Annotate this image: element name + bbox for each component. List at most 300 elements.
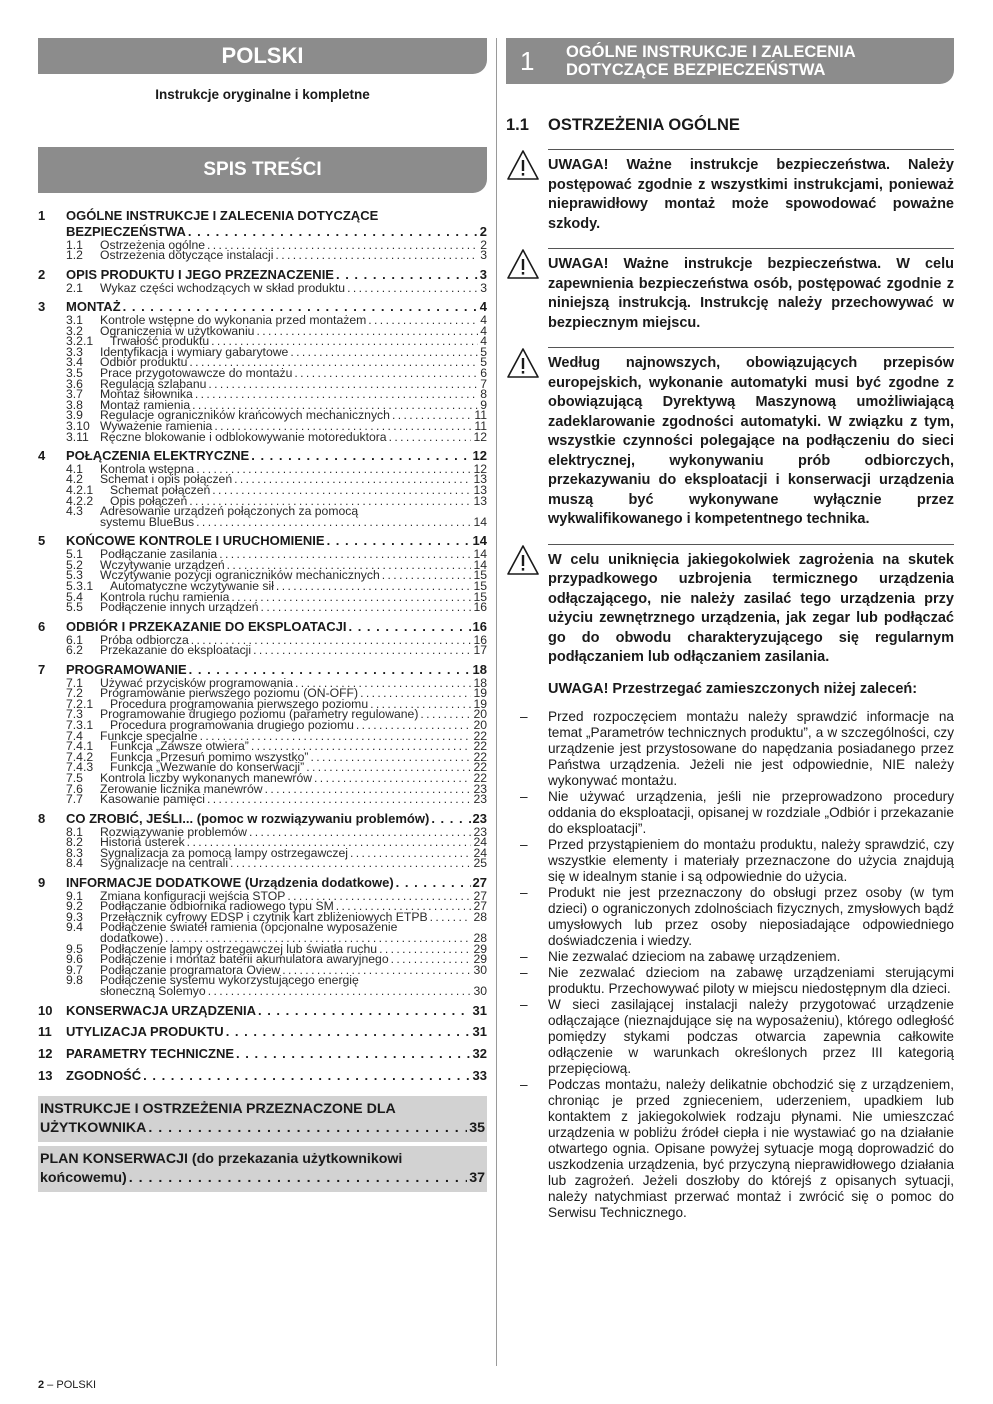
toc-subentry-page: 23 (473, 824, 487, 839)
toc-subentry-number: 1.1 (66, 237, 83, 252)
language-banner: POLSKI (38, 38, 487, 74)
leader-dots (196, 517, 471, 528)
toc-subentry-page: 30 (473, 962, 487, 977)
toc-subentry-page: 6 (480, 365, 487, 380)
toc-entry-page: 14 (472, 533, 487, 549)
attention-note: UWAGA! Przestrzegać zamieszczonych niżej zaleceń: (548, 680, 918, 697)
toc-subentry-number: 7.3.1 (66, 717, 94, 732)
toc-entry (38, 1068, 487, 1084)
toc-entry (38, 208, 487, 240)
toc-entry-title: POŁĄCZENIA ELEKTRYCZNE (66, 448, 250, 464)
toc-subentry-page: 15 (473, 568, 487, 583)
toc-entry-page: 2 (479, 223, 487, 239)
leader-dots (290, 347, 478, 358)
leader-dots (336, 267, 478, 283)
toc-subentry-title: Montaż ramienia (100, 397, 191, 412)
toc-entry-number: 3 (38, 299, 46, 315)
leader-dots (294, 368, 478, 379)
toc-subentry-title: Wczytywanie urządzeń (100, 557, 225, 572)
toc-subentry-number: 7.4.1 (66, 739, 94, 754)
leader-dots (143, 1068, 470, 1084)
toc-entry-number: 12 (38, 1046, 53, 1062)
toc-subentry-number: 7.2.1 (66, 696, 94, 711)
toc-entry-line (66, 1003, 487, 1019)
toc-section (38, 662, 487, 805)
toc-subentry-number: 7.4 (66, 728, 83, 743)
toc-entry-title: UTYLIZACJA PRODUKTU (66, 1024, 224, 1040)
toc-subentry-title: Funkcja „Zawsze otwiera” (110, 739, 249, 754)
toc-subentry-title-cont: dodatkowe) (100, 931, 164, 946)
toc-subentry-title: Podłączanie programatora Oview (100, 962, 281, 977)
toc-subentry-number: 4.1 (66, 461, 83, 476)
left-column (38, 38, 487, 1192)
footer-language: – POLSKI (44, 1379, 97, 1391)
toc-subentry-line (66, 429, 487, 444)
leader-dots (207, 794, 471, 805)
toc-subentry-line (66, 602, 487, 613)
toc-subentry-number: 3.6 (66, 376, 83, 391)
right-column (506, 38, 954, 1221)
toc-subentry-page: 13 (473, 472, 487, 487)
toc-subentry-number: 9.5 (66, 941, 83, 956)
recommendation-item: – W sieci zasilającej instalacji należy przygotować urządzenie odłączające (nieznajdujące się na wyposażeniu), którego odległość pomiędzy stykami podczas otwarcia zapewnia całkowite odłączenie w warunkach określonych przez III kategorią przepięciową. (548, 997, 954, 1077)
toc-subentry-number: 6.2 (66, 643, 83, 658)
toc-subentry-title: Ostrzeżenia ogólne (100, 237, 206, 252)
warnings-list (506, 149, 954, 668)
toc-section (38, 1068, 487, 1084)
toc-entry-number: 7 (38, 661, 46, 677)
leader-dots (379, 944, 471, 955)
toc-subentry-number: 3.7 (66, 387, 83, 402)
toc-subentry (38, 429, 487, 444)
toc-subentry-number: 3.5 (66, 365, 83, 380)
toc-subentry (38, 506, 487, 527)
warning-triangle-icon (506, 248, 540, 280)
toc-subentry-line (66, 250, 487, 261)
toc-subentry-number: 7.2 (66, 686, 83, 701)
toc-subentry-line (66, 794, 487, 805)
toc-subentry-page: 16 (473, 632, 487, 647)
toc-subentry (38, 323, 487, 338)
toc-subentry-number: 3.3 (66, 344, 83, 359)
toc-entry-title: INFORMACJE DODATKOWE (Urządzenia dodatkowe) (66, 874, 394, 890)
toc-subentry-number: 7.4.3 (66, 760, 94, 775)
toc-subentry-page: 11 (474, 408, 487, 423)
toc-section (38, 619, 487, 656)
toc-entry-number: 8 (38, 810, 46, 826)
toc-entry-number: 13 (38, 1068, 53, 1084)
leader-dots (276, 581, 472, 592)
toc-entry-page: 32 (472, 1046, 487, 1062)
toc-subentry-title: Trwałość produktu (110, 334, 210, 349)
toc-subentry-page: 27 (473, 888, 487, 903)
toc-subentry (38, 645, 487, 656)
toc-subentry-title: Schemat i opis połączeń (100, 472, 233, 487)
recommendation-item: – Przed rozpoczęciem montażu należy sprawdzić informacje na temat „Parametrów technicznych produktu”, a w szczególności, czy urządzenie jest przystosowane do napędzania posiadanego przez Państwa urządzenia. Jeżeli nie jest odpowiednie, NIE należy wykonywać montażu. (548, 709, 954, 789)
toc-subentry-page: 9 (480, 397, 487, 412)
toc-subentry (38, 794, 487, 805)
toc-entry-number: 4 (38, 448, 46, 464)
toc-subentry-number: 9.6 (66, 952, 83, 967)
toc-boxed-entry (38, 1096, 487, 1142)
toc-subentry-number: 9.7 (66, 962, 83, 977)
toc-subentry-page: 16 (473, 600, 487, 615)
toc-subentry (38, 858, 487, 869)
toc-subentry-page: 14 (473, 514, 487, 529)
toc-subentry-number: 4.2.2 (66, 493, 94, 508)
leader-dots (430, 912, 472, 923)
toc-subentry-title: Kontrola wstępna (100, 461, 195, 476)
warning-rule (548, 347, 954, 348)
leader-dots (196, 464, 471, 475)
toc-entry-page: 4 (479, 299, 487, 315)
toc-subentry-number: 9.4 (66, 920, 83, 935)
toc-entry (38, 1046, 487, 1062)
section-number: 1.1 (506, 116, 529, 134)
recommendations-list (506, 709, 954, 1221)
toc-entry-number: 5 (38, 533, 46, 549)
toc-entry-page: 23 (472, 810, 487, 826)
toc-subentry-page: 27 (473, 899, 487, 914)
toc-entry-number: 2 (38, 266, 46, 282)
toc-subentry (28, 717, 487, 732)
toc-subentry-number: 9.2 (66, 899, 83, 914)
warning-text: Według najnowszych, obowiązujących przepisów europejskich, wykonanie automatyki musi być zgodne z obowiązującą Dyrektywą Maszynową umożliwiającą zadeklarowanie zgodności automatyki. W związku z tym, wszystkie czynności polegające na podłączeniu do sieci elektrycznej, wykonywaniu prób odbiorczych, przekazywaniu do eksploatacji i konserwacji urządzenia muszą być wykonywane wyłącznie przez wykwalifikowanego i kompetentnego technika. (548, 355, 954, 527)
toc-subentry-title: Sygnalizacja za pomocą lampy ostrzegawczej (100, 845, 348, 860)
toc-subentry-title: Ręczne blokowanie i odblokowywanie motoreduktora (100, 429, 387, 444)
toc-entry (38, 1024, 487, 1040)
toc-entry-page: 12 (472, 448, 487, 464)
toc-subentry-title: Kontrola liczby wykonanych manewrów (100, 770, 313, 785)
toc-entry-title: PARAMETRY TECHNICZNE (66, 1046, 235, 1062)
toc-subentry-title: Funkcje specjalne (100, 728, 198, 743)
warning-block (506, 347, 954, 530)
leader-dots (431, 811, 470, 827)
toc-subentry-title: Historia usterek (100, 835, 185, 850)
toc-subentry-title: Podłączenie innych urządzeń (100, 600, 259, 615)
toc-subentry-line (66, 514, 487, 529)
leader-dots (382, 570, 472, 581)
toc-section (38, 448, 487, 527)
document-subtitle: Instrukcje oryginalne i kompletne (155, 87, 370, 102)
page-footer (38, 1379, 96, 1391)
leader-dots (251, 448, 470, 464)
leader-dots (256, 326, 478, 337)
leader-dots (249, 827, 471, 838)
toc-subentry-number: 8.2 (66, 835, 83, 850)
toc-entry-page: 18 (472, 661, 487, 677)
leader-dots (392, 410, 472, 421)
leader-dots (208, 986, 472, 997)
leader-dots (212, 485, 471, 496)
toc-subentry-number: 8.1 (66, 824, 83, 839)
toc-subentry-title: Wyważenie ramienia (100, 418, 213, 433)
toc-subentry-page: 28 (473, 909, 487, 924)
toc-subentry-number: 7.1 (66, 675, 83, 690)
toc-entry-title: OPIS PRODUKTU I JEGO PRZEZNACZENIE (66, 266, 334, 282)
toc-entry-line (66, 1068, 487, 1084)
toc-entry-line (66, 1024, 487, 1040)
toc-entry-title: PROGRAMOWANIE (66, 661, 187, 677)
chapter-banner (506, 38, 954, 84)
chapter-title (566, 43, 856, 79)
recommendation-item: – Nie używać urządzenia, jeśli nie przeprowadzono procedury oddania do eksploatacji, opisanej w rozdziale „Odbiór i przekazanie do eksploatacji”. (548, 789, 954, 837)
toc-boxed-line (40, 1169, 485, 1188)
toc-subentry-title: Przełącznik cyfrowy EDSP i czytnik kart zbliżeniowych ETPB (100, 909, 428, 924)
toc-subentry-page: 24 (473, 835, 487, 850)
toc-subentry-title: Wczytywanie pozycji ograniczników mechanicznych (100, 568, 380, 583)
toc-subentry (38, 250, 487, 261)
toc-entry-page: 16 (472, 618, 487, 634)
toc-subentry-number: 3.9 (66, 408, 83, 423)
toc-section (38, 208, 487, 261)
toc-subentry-title: Ograniczenia w użytkowaniu (100, 323, 255, 338)
toc-subentry-title: Sygnalizacje na centrali (100, 856, 229, 871)
toc-subentry-number: 3.8 (66, 397, 83, 412)
toc-section (38, 811, 487, 869)
warning-block (506, 149, 954, 234)
toc-subentry-page: 19 (473, 696, 487, 711)
column-divider (496, 38, 497, 1366)
toc-entry-title: ODBIÓR I PRZEKAZANIE DO EKSPLOATACJI (66, 618, 347, 634)
chapter-title-line-2: DOTYCZĄCE BEZPIECZEŃSTWA (566, 61, 826, 79)
toc-subentry-title: Adresowanie urządzeń połączonych za pomocą (100, 504, 359, 519)
toc-subentry-title: Odbiór produktu (100, 355, 188, 370)
toc-entry-page: 31 (472, 1002, 487, 1018)
toc-subentry-title: Schemat połączeń (110, 483, 211, 498)
toc-subentry-title: Kontrole wstępne do wykonania przed montażem (100, 312, 367, 327)
warning-text: W celu uniknięcia jakiegokolwiek zagrożenia na skutek przypadkowego uzbrojenia termicznego urządzenia odłączającego, nie należy zasilać tego urządzenia przy użyciu zewnętrznego urządzenia, jak zegar lub podłączać go do obwodu charakteryzującego się regularnym podłączaniem lub odłączaniem zasilania. (548, 551, 954, 665)
leader-dots (396, 875, 471, 891)
toc-subentry-number: 4.2.1 (66, 483, 94, 498)
toc-subentry-title: Programowanie drugiego poziomu (parametry regulowane) (100, 707, 419, 722)
toc-section (38, 533, 487, 615)
toc-subentry-title: Montaż siłownika (100, 387, 193, 402)
recommendation-item: – Nie zezwalać dzieciom na zabawę urządzeniem. (548, 949, 954, 965)
toc-subentry-page: 24 (473, 845, 487, 860)
toc-subentry-page: 23 (473, 792, 487, 807)
toc-subentry-page: 28 (473, 931, 487, 946)
toc-subentry-page: 30 (473, 984, 487, 999)
toc-subentry-number: 3.2 (66, 323, 83, 338)
toc-subentry-page: 4 (480, 334, 487, 349)
toc-subentry-title: Funkcja „Wezwanie do konserwacji” (110, 760, 305, 775)
toc-boxed-line (40, 1119, 485, 1138)
warning-block (506, 544, 954, 668)
toc-subentry-title: Próba odbiorcza (100, 632, 189, 647)
leader-dots (420, 709, 471, 720)
toc-subentry-page: 5 (480, 355, 487, 370)
toc-subentry-title: Procedura programowania drugiego poziomu (110, 717, 354, 732)
recommendation-item: – Produkt nie jest przeznaczony do obsługi przez osoby (w tym dzieci) o ograniczonych zdolnościach fizycznych, zmysłowych bądź umysłowych lub przez osoby nieposiadające odpowiedniego doświadczenia i wiedzy. (548, 885, 954, 949)
warning-triangle-icon (506, 347, 540, 379)
toc-subentry-title: Podłączenie lampy ostrzegawczej lub światła ruchu (100, 941, 378, 956)
leader-dots (230, 858, 471, 869)
toc-section (38, 1046, 487, 1062)
toc-subentry-title: Programowanie pierwszego poziomu (ON-OFF) (100, 686, 359, 701)
toc-subentry-title: Identyfikacja i wymiary gabarytowe (100, 344, 289, 359)
toc-subentry (38, 728, 487, 743)
toc-section (38, 875, 487, 997)
toc-subentry-page: 25 (473, 856, 487, 871)
leader-dots (258, 1003, 471, 1019)
toc-subentry-number: 3.2.1 (66, 334, 94, 349)
toc-subentry (38, 602, 487, 613)
toc-subentry-number: 3.4 (66, 355, 83, 370)
leader-dots (391, 954, 472, 965)
toc-subentry-page: 7 (480, 376, 487, 391)
toc-entry-number: 10 (38, 1002, 53, 1018)
toc-subentry-number: 7.6 (66, 781, 83, 796)
toc-subentry-page: 17 (473, 643, 487, 658)
toc-subentry-page: 15 (473, 579, 487, 594)
toc-subentry-page: 15 (473, 589, 487, 604)
leader-dots (195, 389, 478, 400)
toc-subentry-line (66, 986, 487, 997)
recommendation-item: – Podczas montażu, należy delikatnie obchodzić się z urządzeniem, chroniąc je przed zgnieceniem, uderzeniem, upadkiem lub kontaktem z jakiegokolwiek rodzaju płynami. Nie umieszczać urządzenia w pobliżu źródeł ciepła i nie wystawiać go na działanie otwartego ognia. Opisane powyżej sytuacje mogą doprowadzić do uszkodzenia urządzenia, być przyczyną nieprawidłowego działania lub zagrożeń. Jeżeli doszłoby do którejś z opisanych sytuacji, należy natychmiast przerwać montaż i zwrócić się o pomoc do Serwisu Technicznego. (548, 1077, 954, 1221)
toc-subentry-page: 14 (473, 547, 487, 562)
toc-subentry-line (66, 280, 487, 295)
toc-boxed-title-cont: UŻYTKOWNIKA (40, 1119, 147, 1136)
toc-subentry-number: 7.5 (66, 770, 83, 785)
leader-dots (188, 224, 478, 240)
toc-boxed-title: INSTRUKCJE I OSTRZEŻENIA PRZEZNACZONE DLA (40, 1100, 396, 1117)
warning-rule (548, 149, 954, 150)
toc-subentry-number: 7.3 (66, 707, 83, 722)
leader-dots (350, 848, 472, 859)
toc-subentry-page: 12 (473, 461, 487, 476)
leader-dots (368, 315, 478, 326)
leader-dots (219, 549, 471, 560)
warning-rule (548, 544, 954, 545)
toc-subentry-number: 6.1 (66, 632, 83, 647)
toc-subentry-number: 2.1 (66, 280, 83, 295)
toc-subentry (38, 973, 487, 999)
toc-section (38, 267, 487, 293)
toc-entry-title: KONSERWACJA URZĄDZENIA (66, 1002, 256, 1018)
toc-subentry-page: 13 (473, 493, 487, 508)
toc-boxed-title-cont: końcowemu) (40, 1169, 127, 1186)
toc-subentry-number: 4.2 (66, 472, 83, 487)
toc-subentry-line (66, 645, 487, 656)
toc-subentry-title: Wykaz części wchodzących w skład produktu (100, 280, 346, 295)
toc-subentry-number: 3.11 (66, 429, 89, 444)
leader-dots (275, 250, 478, 261)
toc-subentry-title: Używać przycisków programowania (100, 675, 294, 690)
toc-subentry (38, 920, 487, 946)
toc-subentry-title: Zerowanie licznika manewrów (100, 781, 263, 796)
toc-subentry-page: 22 (473, 749, 487, 764)
toc-subentry-page: 22 (473, 770, 487, 785)
toc-subentry-line (66, 858, 487, 869)
leader-dots (253, 645, 471, 656)
toc-entry-number: 11 (38, 1024, 52, 1040)
toc-subentry-title: Rozwiązywanie problemów (100, 824, 247, 839)
toc-user-sections (38, 1096, 487, 1192)
toc-subentry-number: 7.7 (66, 792, 83, 807)
warning-text: UWAGA! Ważne instrukcje bezpieczeństwa. Należy postępować zgodnie z wszystkimi instrukcjami, ponieważ nieprawidłowy montaż może spowodować poważne szkody. (548, 157, 954, 232)
warning-rule (548, 248, 954, 249)
toc-subentry-title: Prace przygotowawcze do montażu (100, 365, 293, 380)
toc-subentry-page: 19 (473, 686, 487, 701)
toc-subentry-number: 5.4 (66, 589, 83, 604)
toc-entry-number: 6 (38, 618, 46, 634)
toc-subentry-title: Podłączenie świateł ramienia (opcjonalne wyposażenie (100, 920, 398, 935)
leader-dots (327, 533, 471, 549)
toc-entry-line (66, 1046, 487, 1062)
warning-text: UWAGA! Ważne instrukcje bezpieczeństwa. W celu zapewnienia bezpieczeństwa osób, postępować zgodnie z niniejszą instrukcją. Instrukcję należy przechowywać w bezpiecznym miejscu. (548, 256, 954, 331)
toc-subentry-page: 29 (473, 952, 487, 967)
toc-section (38, 1003, 487, 1019)
toc-subentry-page: 8 (480, 387, 487, 402)
leader-dots (148, 1119, 467, 1138)
toc-subentry-number: 9.3 (66, 909, 83, 924)
leader-dots (360, 688, 471, 699)
leader-dots (356, 720, 472, 731)
toc-subentry-title: Ostrzeżenia dotyczące instalacji (100, 248, 274, 263)
toc-section (38, 1024, 487, 1040)
toc-subentry-number: 5.3.1 (66, 579, 94, 594)
toc-entry-page: 31 (472, 1024, 487, 1040)
toc-subentry-number: 8.4 (66, 856, 83, 871)
toc-entry-title: OGÓLNE INSTRUKCJE I ZALECENIA DOTYCZĄCE (66, 208, 379, 223)
table-of-contents (38, 208, 487, 1084)
chapter-number: 1 (520, 45, 535, 76)
toc-entry-title: CO ZROBIĆ, JEŚLI... (pomoc w rozwiązywaniu problemów) (66, 810, 430, 826)
toc-subentry-title-cont: słoneczną Solemyo (100, 984, 206, 999)
toc-subentry-title: Procedura programowania pierwszego poziomu (110, 696, 369, 711)
toc-subentry-number: 1.2 (66, 248, 83, 263)
leader-dots (129, 1169, 468, 1188)
toc-subentry-page: 22 (473, 728, 487, 743)
section-title: OSTRZEŻENIA OGÓLNE (548, 116, 740, 134)
leader-dots (261, 602, 472, 613)
toc-subentry-number: 9.1 (66, 888, 83, 903)
toc-subentry-page: 23 (473, 781, 487, 796)
toc-boxed-page: 35 (469, 1119, 485, 1136)
toc-boxed-title: PLAN KONSERWACJI (do przekazania użytkownikowi (40, 1150, 403, 1167)
toc-subentry-number: 3.10 (66, 418, 90, 433)
warning-triangle-icon (506, 149, 540, 181)
toc-subentry-title: Zmiana konfiguracji wejścia STOP (100, 888, 286, 903)
toc-banner: SPIS TREŚCI (38, 147, 487, 193)
toc-subentry-title: Regulacje ograniczników krańcowych mechanicznych (100, 408, 390, 423)
toc-subentry-page: 5 (480, 344, 487, 359)
toc-subentry-title: Podłączanie zasilania (100, 547, 218, 562)
toc-subentry (28, 581, 487, 592)
toc-subentry-title: Opis połączeń (110, 493, 188, 508)
toc-entry-title: MONTAŻ (66, 299, 121, 315)
toc-subentry-page: 14 (473, 557, 487, 572)
toc-subentry-title: Podłączenie i montaż baterii akumulatora awaryjnego (100, 952, 389, 967)
toc-entry (38, 1003, 487, 1019)
toc-entry-page: 33 (472, 1068, 487, 1084)
toc-subentry-page: 3 (480, 280, 487, 295)
leader-dots (306, 762, 471, 773)
toc-subentry-page: 20 (473, 707, 487, 722)
leader-dots (226, 1024, 471, 1040)
toc-subentry-title: Automatyczne wczytywanie sił (110, 579, 274, 594)
toc-subentry (38, 474, 487, 485)
toc-subentry-number: 5.3 (66, 568, 83, 583)
toc-subentry-page: 22 (473, 739, 487, 754)
toc-subentry (38, 280, 487, 295)
leader-dots (310, 752, 471, 763)
toc-subentry-page: 2 (480, 237, 487, 252)
section-heading (506, 116, 954, 135)
toc-subentry-title: Podłączanie odbiornika radiowego typu SM (100, 899, 334, 914)
toc-subentry-number: 7.4.2 (66, 749, 94, 764)
